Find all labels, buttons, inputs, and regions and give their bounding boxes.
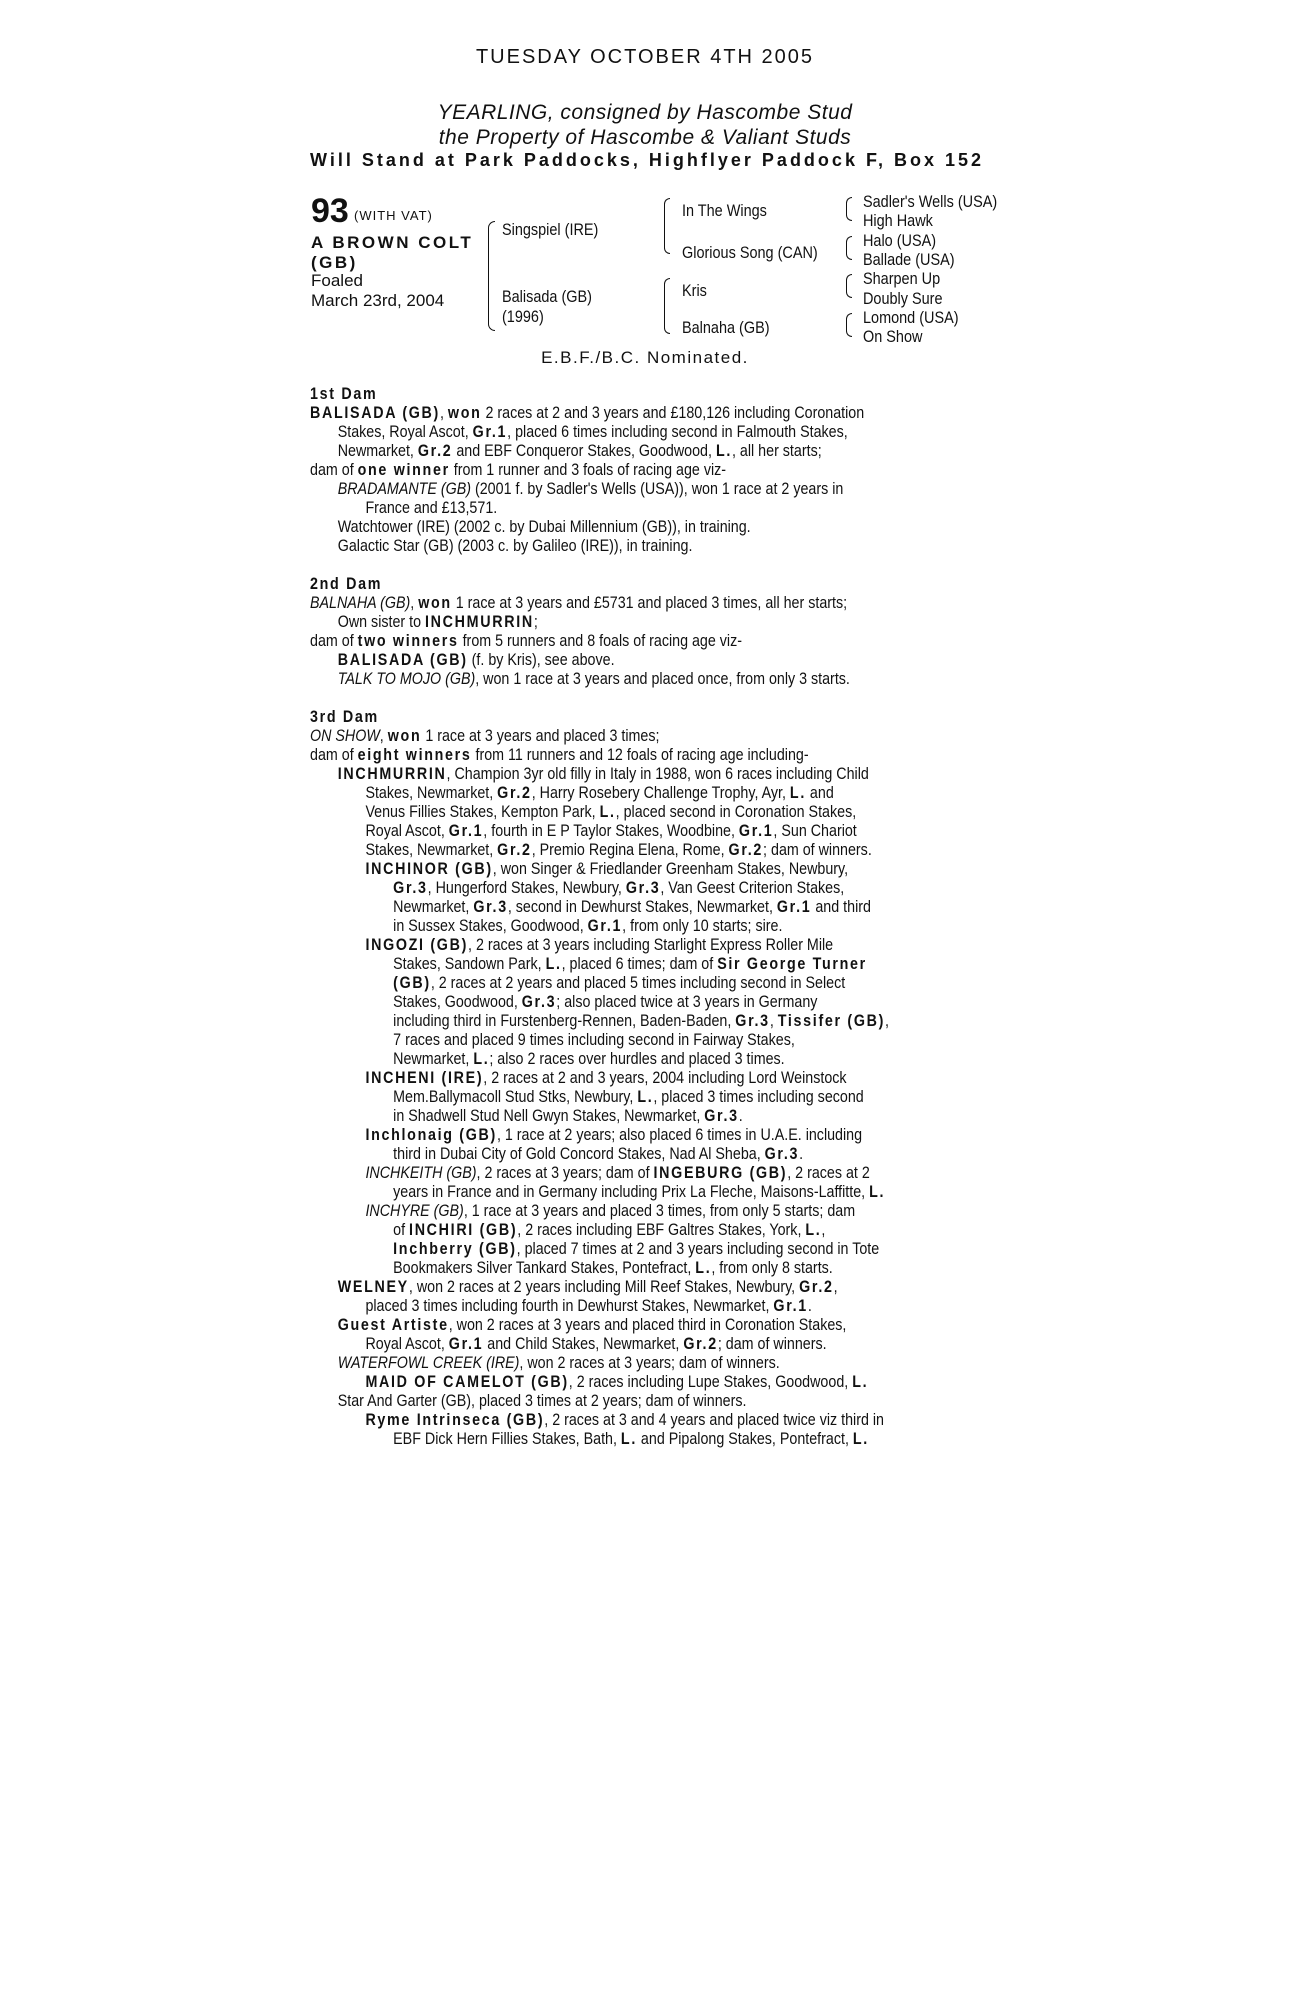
text-run: placed 3 times including fourth in Dewhurst Stakes, Newmarket,	[365, 1296, 774, 1315]
bold-text: L.	[852, 1372, 869, 1391]
text-run: and Child Stakes, Newmarket,	[483, 1334, 684, 1353]
text-run: , 2 races at 3 and 4 years and placed twice viz third in	[544, 1410, 885, 1429]
text-line	[310, 1315, 898, 1334]
bold-text: 1st Dam	[310, 384, 378, 403]
bold-text: Tissifer (GB)	[777, 1011, 886, 1030]
foaled-date: March 23rd, 2004	[311, 291, 445, 310]
text-run: , 1 race at 3 years and placed 3 times, from only 5 starts; dam	[463, 1201, 856, 1220]
text-run: Stakes, Royal Ascot,	[337, 422, 473, 441]
text-run: (f. by Kris), see above.	[467, 650, 615, 669]
text-line	[310, 650, 898, 669]
bold-text: L.	[545, 954, 562, 973]
text-run: .	[807, 1296, 812, 1315]
text-line	[310, 612, 898, 631]
text-run: Royal Ascot,	[365, 821, 449, 840]
text-line	[310, 707, 898, 726]
text-line	[310, 1144, 898, 1163]
text-line	[310, 973, 898, 992]
text-line	[310, 1030, 898, 1049]
text-run: Stakes, Sandown Park,	[393, 954, 546, 973]
text-line	[310, 1011, 898, 1030]
pedigree-bracket	[846, 313, 852, 337]
catalogue-body	[310, 384, 1010, 1448]
text-run: Watchtower (IRE) (2002 c. by Dubai Millennium (GB)), in training.	[337, 517, 751, 536]
bold-text: INCHMURRIN	[337, 764, 447, 783]
text-run: Own sister to	[337, 612, 426, 631]
pedigree-dam-dam: Balnaha (GB)	[682, 318, 770, 337]
text-run: Star And Garter (GB), placed 3 times at 2 years; dam of winners.	[337, 1391, 747, 1410]
text-run: , all her starts;	[731, 441, 822, 460]
text-line	[310, 422, 898, 441]
bold-text: Gr.2	[799, 1277, 834, 1296]
pedigree-bracket	[846, 274, 852, 298]
pedigree-bracket	[664, 198, 670, 254]
text-line	[310, 384, 898, 403]
text-run: ,	[379, 726, 388, 745]
text-line	[310, 1106, 898, 1125]
bold-text: Gr.1	[448, 821, 484, 840]
text-line	[310, 1068, 898, 1087]
lot-description	[311, 233, 473, 273]
pedigree-bracket	[488, 221, 495, 331]
bold-text: INGOZI (GB)	[365, 935, 469, 954]
text-line	[310, 479, 898, 498]
bold-text: Gr.3	[764, 1144, 800, 1163]
text-run: , placed 6 times; dam of	[561, 954, 718, 973]
bold-text: L.	[869, 1182, 886, 1201]
pedigree-sire-sire: In The Wings	[682, 201, 767, 220]
text-run: , won 2 races at 2 years including Mill Reef Stakes, Newbury,	[408, 1277, 800, 1296]
bold-text: Gr.1	[448, 1334, 484, 1353]
bold-text: Gr.1	[738, 821, 774, 840]
text-run: and EBF Conqueror Stakes, Goodwood,	[452, 441, 716, 460]
text-line	[310, 821, 898, 840]
bold-text: Inchlonaig (GB)	[365, 1125, 497, 1144]
text-line	[310, 726, 898, 745]
text-run: Stakes, Newmarket,	[365, 783, 498, 802]
text-line	[310, 935, 898, 954]
text-run: Newmarket,	[393, 1049, 474, 1068]
text-line	[310, 1258, 898, 1277]
italic-text: BALNAHA (GB)	[310, 593, 411, 612]
text-line	[310, 802, 898, 821]
bold-text: Ryme Intrinseca (GB)	[365, 1410, 545, 1429]
text-run: , Harry Rosebery Challenge Trophy, Ayr,	[531, 783, 790, 802]
text-run: , won 2 races at 3 years; dam of winners.	[519, 1353, 780, 1372]
text-line	[310, 1087, 898, 1106]
bold-text: BALISADA (GB)	[310, 403, 440, 422]
text-run: Mem.Ballymacoll Stud Stks, Newbury,	[393, 1087, 638, 1106]
bold-text: L.	[637, 1087, 654, 1106]
text-run: , Champion 3yr old filly in Italy in 1988, won 6 races including Child	[446, 764, 869, 783]
bold-text: Gr.2	[497, 783, 532, 802]
pedigree-dam: Balisada (GB)	[502, 287, 592, 306]
italic-text: BRADAMANTE (GB)	[337, 479, 472, 498]
text-run: of	[393, 1220, 410, 1239]
text-line	[310, 574, 898, 593]
bold-text: Gr.2	[683, 1334, 718, 1353]
text-line	[310, 1125, 898, 1144]
text-line	[310, 1391, 898, 1410]
text-line	[310, 1182, 898, 1201]
text-line	[310, 1429, 898, 1448]
bold-text: INCHENI (IRE)	[365, 1068, 484, 1087]
pedigree-bracket	[846, 236, 852, 260]
bold-text: Guest Artiste	[337, 1315, 449, 1334]
pedigree-dam-year: (1996)	[502, 307, 544, 326]
text-run: from 5 runners and 8 foals of racing age viz-	[458, 631, 742, 650]
text-run: , placed second in Coronation Stakes,	[615, 802, 857, 821]
text-line	[310, 783, 898, 802]
bold-text: L.	[473, 1049, 490, 1068]
text-line	[310, 1410, 898, 1429]
bold-text: INCHIRI (GB)	[409, 1220, 518, 1239]
text-line	[310, 1163, 898, 1182]
text-run: Newmarket,	[393, 897, 474, 916]
bold-text: eight winners	[357, 745, 472, 764]
text-run: 7 races and placed 9 times including second in Fairway Stakes,	[393, 1030, 795, 1049]
bold-text: (GB)	[393, 973, 431, 992]
bold-text: Gr.2	[417, 441, 453, 460]
pedigree-dam-sire: Kris	[682, 281, 707, 300]
text-line	[310, 631, 898, 650]
text-run: , from only 8 starts.	[711, 1258, 833, 1277]
text-run: , 2 races at 3 years including Starlight Express Roller Mile	[468, 935, 834, 954]
nomination-note: E.B.F./B.C. Nominated.	[541, 348, 749, 367]
text-run: Bookmakers Silver Tankard Stakes, Pontefract,	[393, 1258, 696, 1277]
text-run: ,	[821, 1220, 826, 1239]
text-run: Venus Fillies Stakes, Kempton Park,	[365, 802, 600, 821]
text-run: , Hungerford Stakes, Newbury,	[427, 878, 626, 897]
text-run: (2001 f. by Sadler's Wells (USA)), won 1 race at 2 years in	[471, 479, 844, 498]
pedigree-gen3: High Hawk	[863, 211, 933, 230]
pedigree-gen3: On Show	[863, 327, 923, 346]
consignor-line: YEARLING, consigned by Hascombe Stud	[437, 101, 853, 124]
text-line	[310, 593, 898, 612]
text-run: , 2 races at 2 and 3 years, 2004 including Lord Weinstock	[483, 1068, 847, 1087]
text-run: ,	[833, 1277, 838, 1296]
bold-text: L.	[805, 1220, 822, 1239]
bold-text: Gr.3	[625, 878, 661, 897]
bold-text: won	[387, 726, 422, 745]
text-run: dam of	[310, 631, 358, 650]
pedigree-gen3: Sharpen Up	[863, 269, 941, 288]
text-line	[310, 840, 898, 859]
text-run: , placed 6 times including second in Falmouth Stakes,	[507, 422, 848, 441]
bold-text: INGEBURG (GB)	[653, 1163, 788, 1182]
foaled-label: Foaled	[311, 271, 363, 290]
text-run: , Sun Chariot	[773, 821, 857, 840]
pedigree-sire-dam: Glorious Song (CAN)	[682, 243, 818, 262]
bold-text: Gr.3	[735, 1011, 770, 1030]
text-line	[310, 992, 898, 1011]
text-run: dam of	[310, 745, 358, 764]
pedigree-gen3: Halo (USA)	[863, 231, 937, 250]
text-run: , from only 10 starts; sire.	[622, 916, 783, 935]
bold-text: 3rd Dam	[310, 707, 379, 726]
text-line	[310, 669, 898, 688]
bold-text: INCHINOR (GB)	[365, 859, 493, 878]
text-run: ,	[439, 403, 448, 422]
text-line	[310, 1220, 898, 1239]
bold-text: Gr.1	[773, 1296, 808, 1315]
italic-text: INCHYRE (GB)	[365, 1201, 464, 1220]
bold-text: MAID OF CAMELOT (GB)	[365, 1372, 569, 1391]
text-run: , 2 races at 2 years and placed 5 times including second in Select	[430, 973, 846, 992]
text-run: , placed 7 times at 2 and 3 years including second in Tote	[516, 1239, 880, 1258]
pedigree-bracket	[846, 197, 852, 221]
text-line	[310, 954, 898, 973]
text-run: years in France and in Germany including Prix La Fleche, Maisons-Laffitte,	[393, 1182, 870, 1201]
text-run: Newmarket,	[337, 441, 418, 460]
text-run: , won Singer & Friedlander Greenham Stakes, Newbury,	[492, 859, 849, 878]
text-line	[310, 745, 898, 764]
text-run: and Pipalong Stakes, Pontefract,	[636, 1429, 853, 1448]
text-run: 1 race at 3 years and placed 3 times;	[421, 726, 660, 745]
text-line	[310, 1239, 898, 1258]
text-run: third in Dubai City of Gold Concord Stakes, Nad Al Sheba,	[393, 1144, 765, 1163]
text-line	[310, 1296, 898, 1315]
bold-text: Gr.3	[393, 878, 428, 897]
lot-description-line: (GB)	[311, 253, 358, 272]
text-run: ;	[533, 612, 538, 631]
bold-text: L.	[695, 1258, 712, 1277]
text-run: , Premio Regina Elena, Rome,	[531, 840, 729, 859]
text-line	[310, 1201, 898, 1220]
pedigree-gen3: Sadler's Wells (USA)	[863, 192, 998, 211]
bold-text: BALISADA (GB)	[337, 650, 468, 669]
text-run: ; also placed twice at 3 years in Germany	[556, 992, 818, 1011]
bold-text: Gr.2	[728, 840, 764, 859]
text-line	[310, 1049, 898, 1068]
text-line	[310, 897, 898, 916]
bold-text: L.	[599, 802, 616, 821]
text-line	[310, 460, 898, 479]
text-run: Stakes, Newmarket,	[365, 840, 498, 859]
text-run: in Sussex Stakes, Goodwood,	[393, 916, 588, 935]
bold-text: WELNEY	[337, 1277, 409, 1296]
text-line	[310, 859, 898, 878]
text-run: and	[805, 783, 834, 802]
foaling-date	[311, 271, 444, 311]
bold-text: Gr.3	[473, 897, 508, 916]
italic-text: INCHKEITH (GB)	[365, 1163, 477, 1182]
lot-number: 93	[311, 192, 349, 230]
text-run: , 2 races at 2	[787, 1163, 870, 1182]
text-line	[310, 403, 898, 422]
bold-text: Gr.1	[587, 916, 623, 935]
text-run: .	[799, 1144, 804, 1163]
text-run: , Van Geest Criterion Stakes,	[660, 878, 845, 897]
bold-text: one winner	[357, 460, 450, 479]
lot-description-line: A BROWN COLT	[311, 233, 474, 252]
bold-text: won	[418, 593, 452, 612]
text-run: Royal Ascot,	[365, 1334, 449, 1353]
bold-text: Gr.3	[521, 992, 557, 1011]
text-run: Stakes, Goodwood,	[393, 992, 522, 1011]
text-run: dam of	[310, 460, 358, 479]
pedigree-sire: Singspiel (IRE)	[502, 220, 599, 239]
sale-date: TUESDAY OCTOBER 4TH 2005	[475, 46, 815, 68]
text-run: from 1 runner and 3 foals of racing age viz-	[449, 460, 727, 479]
text-line	[310, 517, 898, 536]
text-line	[310, 1334, 898, 1353]
text-run: from 11 runners and 12 foals of racing age including-	[471, 745, 809, 764]
bold-text: Gr.1	[776, 897, 812, 916]
text-line	[310, 1372, 898, 1391]
pedigree-gen3: Lomond (USA)	[863, 308, 959, 327]
text-line	[310, 764, 898, 783]
text-line	[310, 1277, 898, 1296]
bold-text: INCHMURRIN	[425, 612, 534, 631]
bold-text: L.	[620, 1429, 637, 1448]
text-run: , placed 3 times including second	[653, 1087, 864, 1106]
text-run: , 2 races including Lupe Stakes, Goodwood,	[568, 1372, 853, 1391]
italic-text: TALK TO MOJO (GB)	[337, 669, 476, 688]
text-run: ; dam of winners.	[717, 1334, 827, 1353]
italic-text: ON SHOW	[310, 726, 380, 745]
text-run: ,	[410, 593, 419, 612]
pedigree-gen3: Ballade (USA)	[863, 250, 955, 269]
vat-note: (WITH VAT)	[354, 208, 433, 223]
italic-text: WATERFOWL CREEK (IRE)	[337, 1353, 520, 1372]
text-run: in Shadwell Stud Nell Gwyn Stakes, Newmarket,	[393, 1106, 705, 1125]
bold-text: two winners	[357, 631, 459, 650]
text-run: 1 race at 3 years and £5731 and placed 3 times, all her starts;	[451, 593, 848, 612]
text-run: .	[738, 1106, 743, 1125]
bold-text: Sir George Turner	[717, 954, 867, 973]
text-run: ,	[885, 1011, 890, 1030]
bold-text: won	[447, 403, 482, 422]
paragraph-gap	[310, 555, 1010, 574]
text-line	[310, 536, 898, 555]
text-run: 2 races at 2 and 3 years and £180,126 including Coronation	[481, 403, 865, 422]
text-run: EBF Dick Hern Fillies Stakes, Bath,	[393, 1429, 621, 1448]
paragraph-gap	[310, 688, 1010, 707]
text-run: ,	[769, 1011, 778, 1030]
text-line	[310, 1353, 898, 1372]
property-line: the Property of Hascombe & Valiant Studs	[438, 126, 852, 149]
text-run: Galactic Star (GB) (2003 c. by Galileo (IRE)), in training.	[337, 536, 693, 555]
stand-location: Will Stand at Park Paddocks, Highflyer Paddock F, Box 152	[310, 150, 984, 170]
text-run: France and £13,571.	[365, 498, 498, 517]
bold-text: L.	[852, 1429, 869, 1448]
pedigree-gen3: Doubly Sure	[863, 289, 943, 308]
text-run: , second in Dewhurst Stakes, Newmarket,	[507, 897, 777, 916]
bold-text: L.	[715, 441, 732, 460]
text-run: and third	[811, 897, 871, 916]
text-run: , won 2 races at 3 years and placed third in Coronation Stakes,	[448, 1315, 847, 1334]
bold-text: L.	[789, 783, 806, 802]
text-run: ; dam of winners.	[763, 840, 872, 859]
text-line	[310, 916, 898, 935]
text-line	[310, 441, 898, 460]
bold-text: 2nd Dam	[310, 574, 383, 593]
text-line	[310, 878, 898, 897]
text-run: , 2 races at 3 years; dam of	[476, 1163, 654, 1182]
text-run: , 2 races including EBF Galtres Stakes, York,	[517, 1220, 806, 1239]
text-line	[310, 498, 898, 517]
bold-text: Gr.2	[497, 840, 532, 859]
pedigree-bracket	[664, 278, 670, 334]
text-run: , fourth in E P Taylor Stakes, Woodbine,	[483, 821, 739, 840]
bold-text: Inchberry (GB)	[393, 1239, 517, 1258]
bold-text: Gr.1	[472, 422, 508, 441]
bold-text: Gr.3	[704, 1106, 739, 1125]
text-run: including third in Furstenberg-Rennen, Baden-Baden,	[393, 1011, 736, 1030]
text-run: , 1 race at 2 years; also placed 6 times in U.A.E. including	[496, 1125, 863, 1144]
text-run: , won 1 race at 3 years and placed once, from only 3 starts.	[475, 669, 850, 688]
text-run: ; also 2 races over hurdles and placed 3 times.	[489, 1049, 785, 1068]
